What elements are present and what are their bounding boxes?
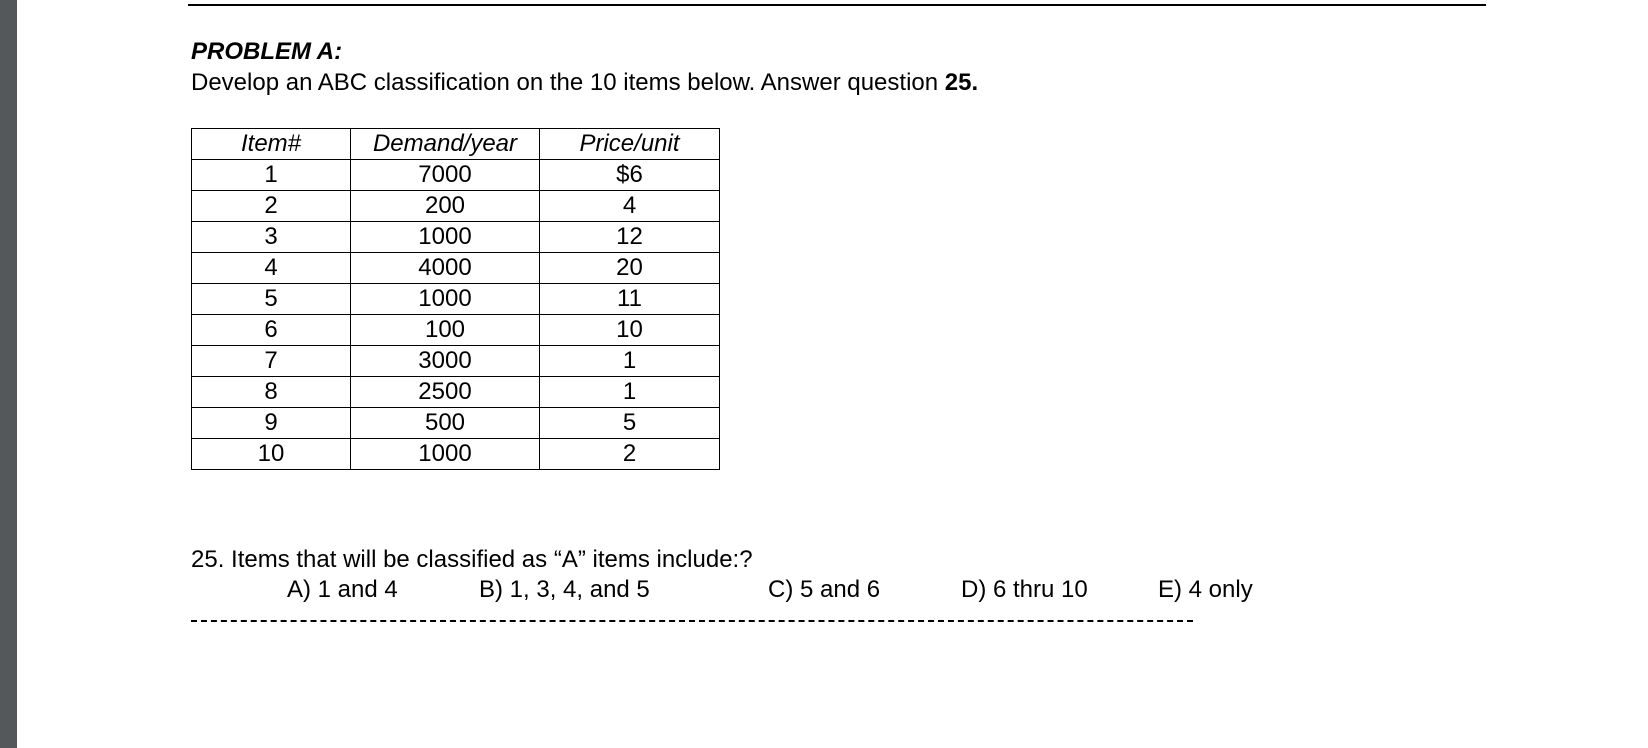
cell-demand: 1000	[351, 222, 540, 253]
answer-choice-d: D) 6 thru 10	[961, 576, 1088, 603]
cell-demand: 3000	[351, 346, 540, 377]
table-header-row	[192, 129, 720, 160]
instruction-text: Develop an ABC classification on the 10 items below. Answer question	[191, 69, 945, 96]
cell-price: $6	[540, 160, 720, 191]
cell-item: 8	[192, 377, 351, 408]
document-page	[17, 0, 1648, 748]
cell-item: 1	[192, 160, 351, 191]
cell-demand: 500	[351, 408, 540, 439]
cell-item: 3	[192, 222, 351, 253]
table-row	[192, 315, 720, 346]
table-row	[192, 284, 720, 315]
cell-price: 2	[540, 439, 720, 470]
top-horizontal-rule	[188, 4, 1486, 6]
cell-demand: 7000	[351, 160, 540, 191]
question-25: 25. Items that will be classified as “A” items include:?	[191, 546, 753, 573]
cell-demand: 1000	[351, 284, 540, 315]
cell-item: 10	[192, 439, 351, 470]
problem-title: PROBLEM A:	[191, 38, 343, 65]
table-row	[192, 346, 720, 377]
cell-item: 4	[192, 253, 351, 284]
cell-price: 11	[540, 284, 720, 315]
header-price-per-unit: Price/unit	[540, 129, 720, 160]
cell-demand: 100	[351, 315, 540, 346]
answer-choice-e: E) 4 only	[1158, 576, 1253, 603]
cell-demand: 2500	[351, 377, 540, 408]
cell-demand: 4000	[351, 253, 540, 284]
cell-demand: 1000	[351, 439, 540, 470]
answer-choice-a: A) 1 and 4	[287, 576, 398, 603]
items-table	[191, 128, 720, 470]
table-row	[192, 222, 720, 253]
viewer-left-border	[0, 0, 17, 748]
table-row	[192, 191, 720, 222]
cell-price: 12	[540, 222, 720, 253]
cell-price: 10	[540, 315, 720, 346]
instruction-question-number: 25.	[944, 69, 979, 96]
problem-instruction	[191, 68, 978, 98]
cell-item: 5	[192, 284, 351, 315]
cell-price: 20	[540, 253, 720, 284]
cell-item: 2	[192, 191, 351, 222]
cell-item: 9	[192, 408, 351, 439]
cell-item: 7	[192, 346, 351, 377]
table-row	[192, 408, 720, 439]
cell-demand: 200	[351, 191, 540, 222]
answer-choice-b: B) 1, 3, 4, and 5	[479, 576, 650, 603]
cell-price: 1	[540, 377, 720, 408]
table-row	[192, 439, 720, 470]
answer-choice-c: C) 5 and 6	[768, 576, 881, 603]
cell-price: 4	[540, 191, 720, 222]
table-row	[192, 377, 720, 408]
cell-price: 5	[540, 408, 720, 439]
header-item-number: Item#	[192, 129, 351, 160]
cell-price: 1	[540, 346, 720, 377]
dashed-separator	[191, 620, 1193, 622]
header-demand-per-year: Demand/year	[351, 129, 540, 160]
table-row	[192, 253, 720, 284]
cell-item: 6	[192, 315, 351, 346]
table-row	[192, 160, 720, 191]
